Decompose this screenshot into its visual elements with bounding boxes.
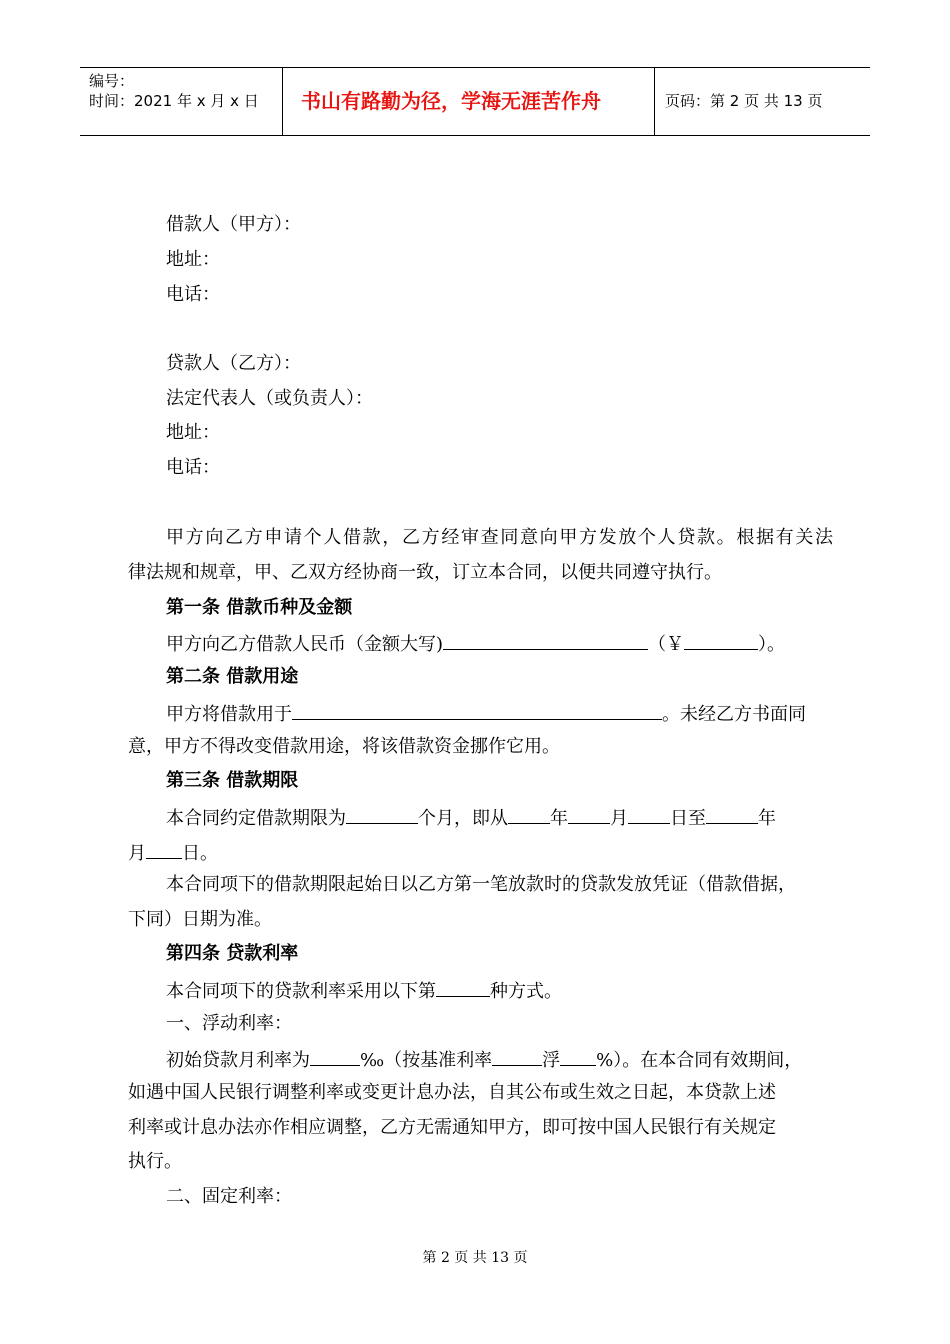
term-text-4: 月 xyxy=(610,808,628,829)
article-2-text-b: 。未经乙方书面同 xyxy=(662,704,806,725)
term-text-7: 月 xyxy=(128,843,146,864)
article-2-line-2: 意，甲方不得改变借款用途，将该借款资金挪作它用。 xyxy=(128,736,560,757)
term-text-2: 个月，即从 xyxy=(418,808,508,829)
floating-rate-title: 一、浮动利率： xyxy=(166,1013,292,1034)
term-text-8: 日。 xyxy=(182,843,218,864)
header-motto: 书山有路勤为径，学海无涯苦作舟 xyxy=(283,68,655,135)
article-3-title: 第三条 借款期限 xyxy=(166,770,299,791)
loan-purpose-blank[interactable] xyxy=(292,701,662,720)
end-month-blank[interactable] xyxy=(146,840,182,859)
term-text-3: 年 xyxy=(550,808,568,829)
float-text-1: 初始贷款月利率为 xyxy=(166,1050,310,1071)
document-header xyxy=(80,67,870,136)
floating-rate-line-1 xyxy=(166,1047,802,1072)
amount-words-blank[interactable] xyxy=(443,631,648,650)
time-label: 时间：2021 年 x 月 x 日 xyxy=(89,92,259,110)
article-4-method-line xyxy=(166,978,562,1003)
floating-rate-line-3: 利率或计息办法亦作相应调整，乙方无需通知甲方，即可按中国人民银行有关规定 xyxy=(128,1117,776,1138)
borrower-phone: 电话： xyxy=(166,284,220,305)
start-day-blank[interactable] xyxy=(628,805,670,824)
lender-address: 地址： xyxy=(166,422,220,443)
article-1-text-a: 甲方向乙方借款人民币（金额大写) xyxy=(166,634,444,655)
float-text-4: %）。在本合同有效期间， xyxy=(596,1050,803,1071)
lender-phone: 电话： xyxy=(166,457,220,478)
term-text-6: 年 xyxy=(758,808,776,829)
float-text-2: ‰（按基准利率 xyxy=(360,1050,493,1071)
article-1-text xyxy=(166,631,785,656)
article-1-text-b: （￥ xyxy=(648,634,685,655)
end-year-blank[interactable] xyxy=(706,805,758,824)
lender-representative: 法定代表人（或负责人）： xyxy=(166,388,373,409)
article-1-title: 第一条 借款币种及金额 xyxy=(166,597,353,618)
base-rate-blank[interactable] xyxy=(492,1047,542,1066)
header-page-info: 页码：第 2 页 共 13 页 xyxy=(665,92,823,110)
term-text-5: 日至 xyxy=(670,808,706,829)
intro-line-2: 律法规和规章，甲、乙双方经协商一致，订立本合同，以便共同遵守执行。 xyxy=(128,562,722,583)
term-months-blank[interactable] xyxy=(346,805,418,824)
float-text-3: 浮 xyxy=(542,1050,561,1071)
article-3-para-2-line-2: 下同）日期为准。 xyxy=(128,909,272,930)
start-month-blank[interactable] xyxy=(568,805,610,824)
article-2-text xyxy=(166,701,806,726)
article-3-term-line xyxy=(166,805,776,830)
method-text-1: 本合同项下的贷款利率采用以下第 xyxy=(166,981,436,1002)
intro-line-1: 甲方向乙方申请个人借款，乙方经审查同意向甲方发放个人贷款。根据有关法 xyxy=(166,527,833,548)
article-2-title: 第二条 借款用途 xyxy=(166,666,299,687)
floating-rate-line-4: 执行。 xyxy=(128,1151,182,1172)
term-text-1: 本合同约定借款期限为 xyxy=(166,808,346,829)
article-3-term-line-2 xyxy=(128,840,218,865)
start-year-blank[interactable] xyxy=(508,805,550,824)
page-footer: 第 2 页 共 13 页 xyxy=(422,1250,528,1266)
article-1-text-c: ）。 xyxy=(758,634,786,655)
amount-number-blank[interactable] xyxy=(684,631,758,650)
article-4-title: 第四条 贷款利率 xyxy=(166,943,299,964)
lender-label: 贷款人（乙方）： xyxy=(166,353,301,374)
borrower-address: 地址： xyxy=(166,249,220,270)
monthly-rate-blank[interactable] xyxy=(310,1047,360,1066)
article-2-text-a: 甲方将借款用于 xyxy=(166,704,292,725)
method-number-blank[interactable] xyxy=(436,978,490,997)
method-text-2: 种方式。 xyxy=(490,981,562,1002)
float-percent-blank[interactable] xyxy=(560,1047,596,1066)
fixed-rate-title: 二、固定利率： xyxy=(166,1186,292,1207)
borrower-label: 借款人（甲方）： xyxy=(166,214,301,235)
header-meta xyxy=(80,68,283,135)
floating-rate-line-2: 如遇中国人民银行调整利率或变更计息办法，自其公布或生效之日起，本贷款上述 xyxy=(128,1082,776,1103)
article-3-para-2-line-1: 本合同项下的借款期限起始日以乙方第一笔放款时的贷款发放凭证（借款借据， xyxy=(166,874,796,895)
number-label: 编号： xyxy=(89,72,135,90)
